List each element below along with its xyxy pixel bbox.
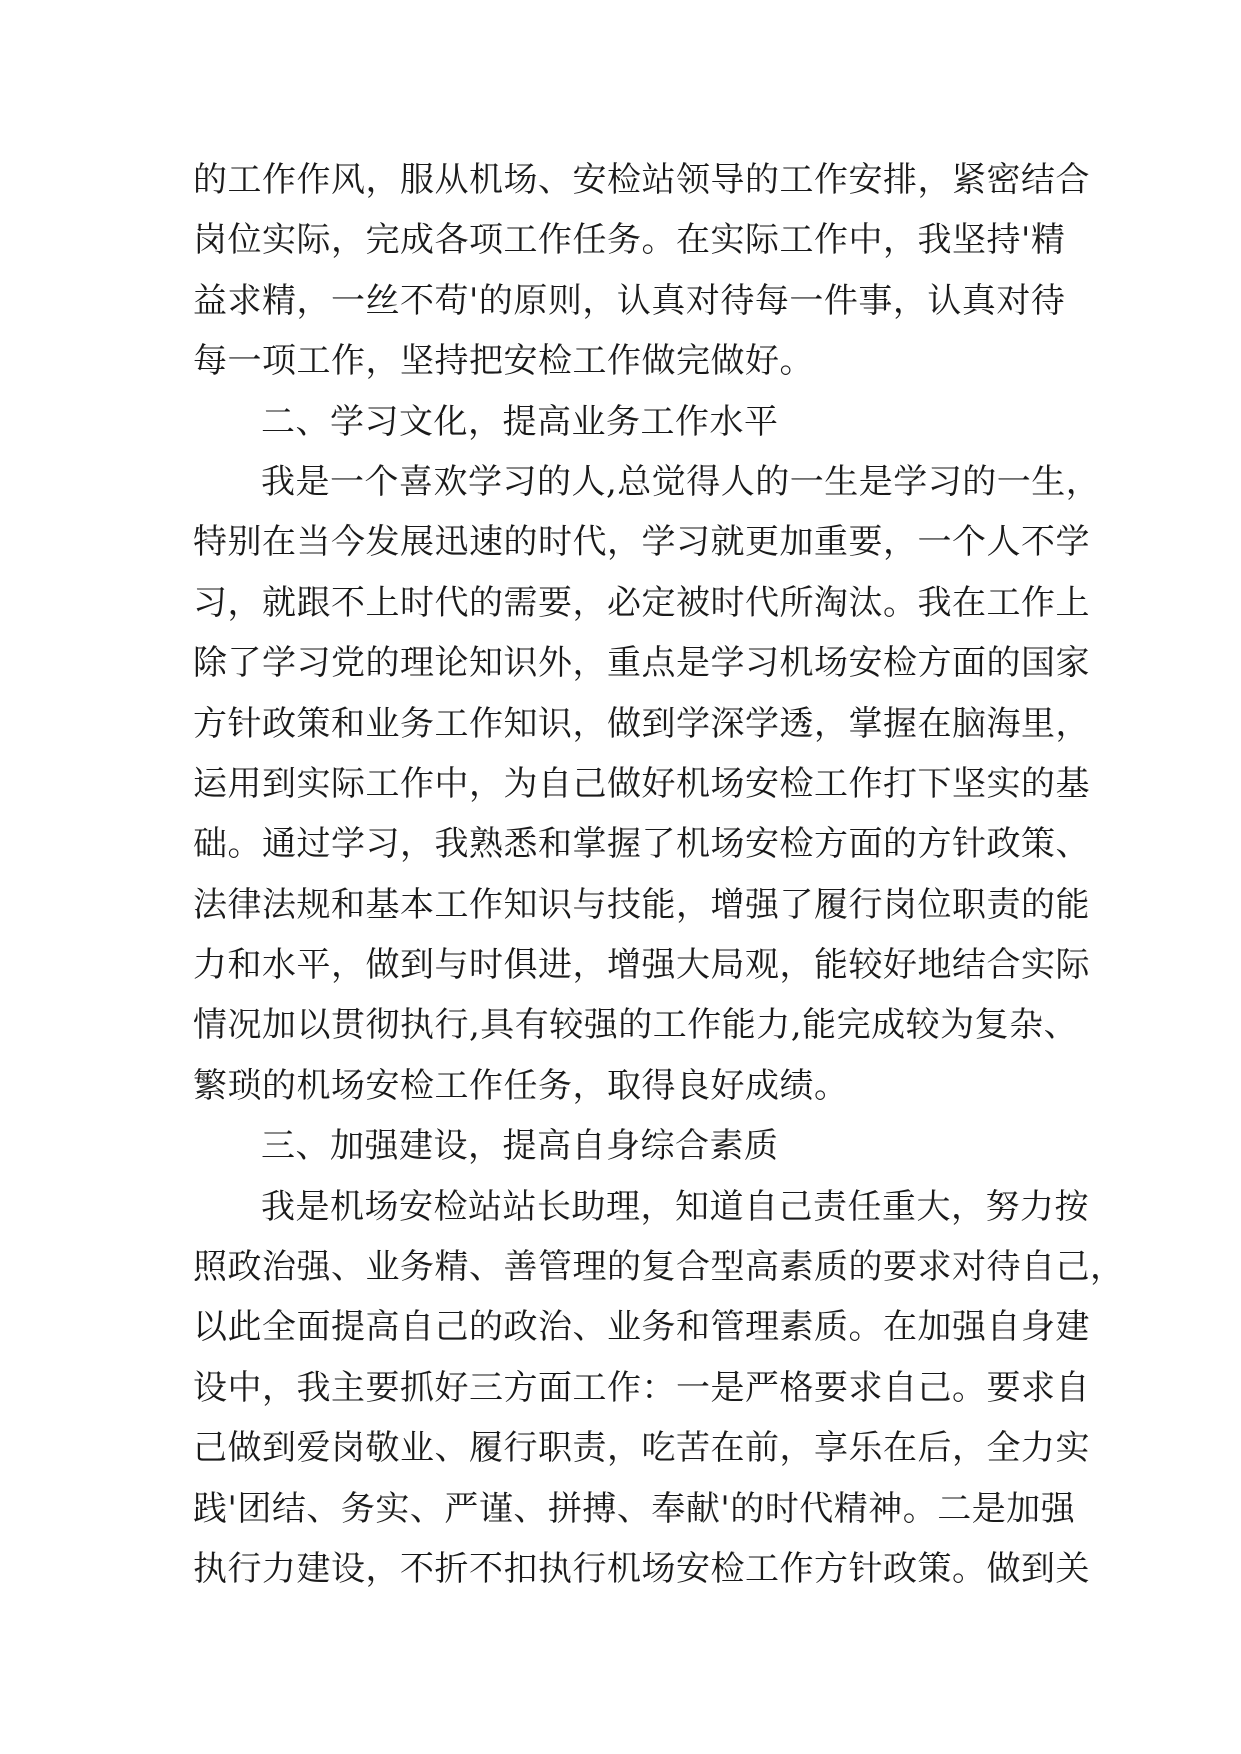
text-line: 繁琐的机场安检工作任务，取得良好成绩。 (193, 1065, 849, 1106)
text-line: 运用到实际工作中，为自己做好机场安检工作打下坚实的基 (193, 763, 1090, 804)
document-body (193, 150, 1125, 1599)
text-line: 践'团结、务实、严谨、拼搏、奉献'的时代精神。二是加强 (193, 1488, 1076, 1529)
text-line: 岗位实际，完成各项工作任务。在实际工作中，我坚持'精 (193, 220, 1066, 261)
text-line: 益求精，一丝不苟'的原则，认真对待每一件事，认真对待 (193, 280, 1066, 321)
text-line: 础。通过学习，我熟悉和掌握了机场安检方面的方针政策、 (193, 824, 1090, 865)
text-line: 力和水平，做到与时俱进，增强大局观，能较好地结合实际 (193, 945, 1090, 986)
text-line: 除了学习党的理论知识外，重点是学习机场安检方面的国家 (193, 643, 1090, 684)
text-line: 以此全面提高自己的政治、业务和管理素质。在加强自身建 (193, 1307, 1090, 1348)
section-heading: 二、学习文化，提高业务工作水平 (261, 401, 779, 442)
text-line: 法律法规和基本工作知识与技能，增强了履行岗位职责的能 (193, 884, 1090, 925)
text-line: 设中，我主要抓好三方面工作：一是严格要求自己。要求自 (193, 1367, 1090, 1408)
text-line: 我是一个喜欢学习的人,总觉得人的一生是学习的一生， (261, 461, 1101, 502)
text-line: 执行力建设，不折不扣执行机场安检工作方针政策。做到关 (193, 1548, 1090, 1589)
text-line: 我是机场安检站站长助理，知道自己责任重大，努力按 (261, 1186, 1089, 1227)
text-line: 习，就跟不上时代的需要，必定被时代所淘汰。我在工作上 (193, 582, 1090, 623)
text-line: 特别在当今发展迅速的时代，学习就更加重要，一个人不学 (193, 522, 1090, 563)
text-line: 的工作作风，服从机场、安检站领导的工作安排，紧密结合 (193, 160, 1090, 200)
text-line: 己做到爱岗敬业、履行职责，吃苦在前，享乐在后，全力实 (193, 1428, 1090, 1469)
text-line: 每一项工作，坚持把安检工作做完做好。 (193, 341, 814, 382)
text-line: 方针政策和业务工作知识，做到学深学透，掌握在脑海里， (193, 703, 1090, 744)
text-line: 照政治强、业务精、善管理的复合型高素质的要求对待自己， (193, 1247, 1125, 1288)
text-line: 情况加以贯彻执行,具有较强的工作能力,能完成较为复杂、 (193, 1005, 1079, 1046)
section-heading: 三、加强建设，提高自身综合素质 (261, 1126, 779, 1167)
